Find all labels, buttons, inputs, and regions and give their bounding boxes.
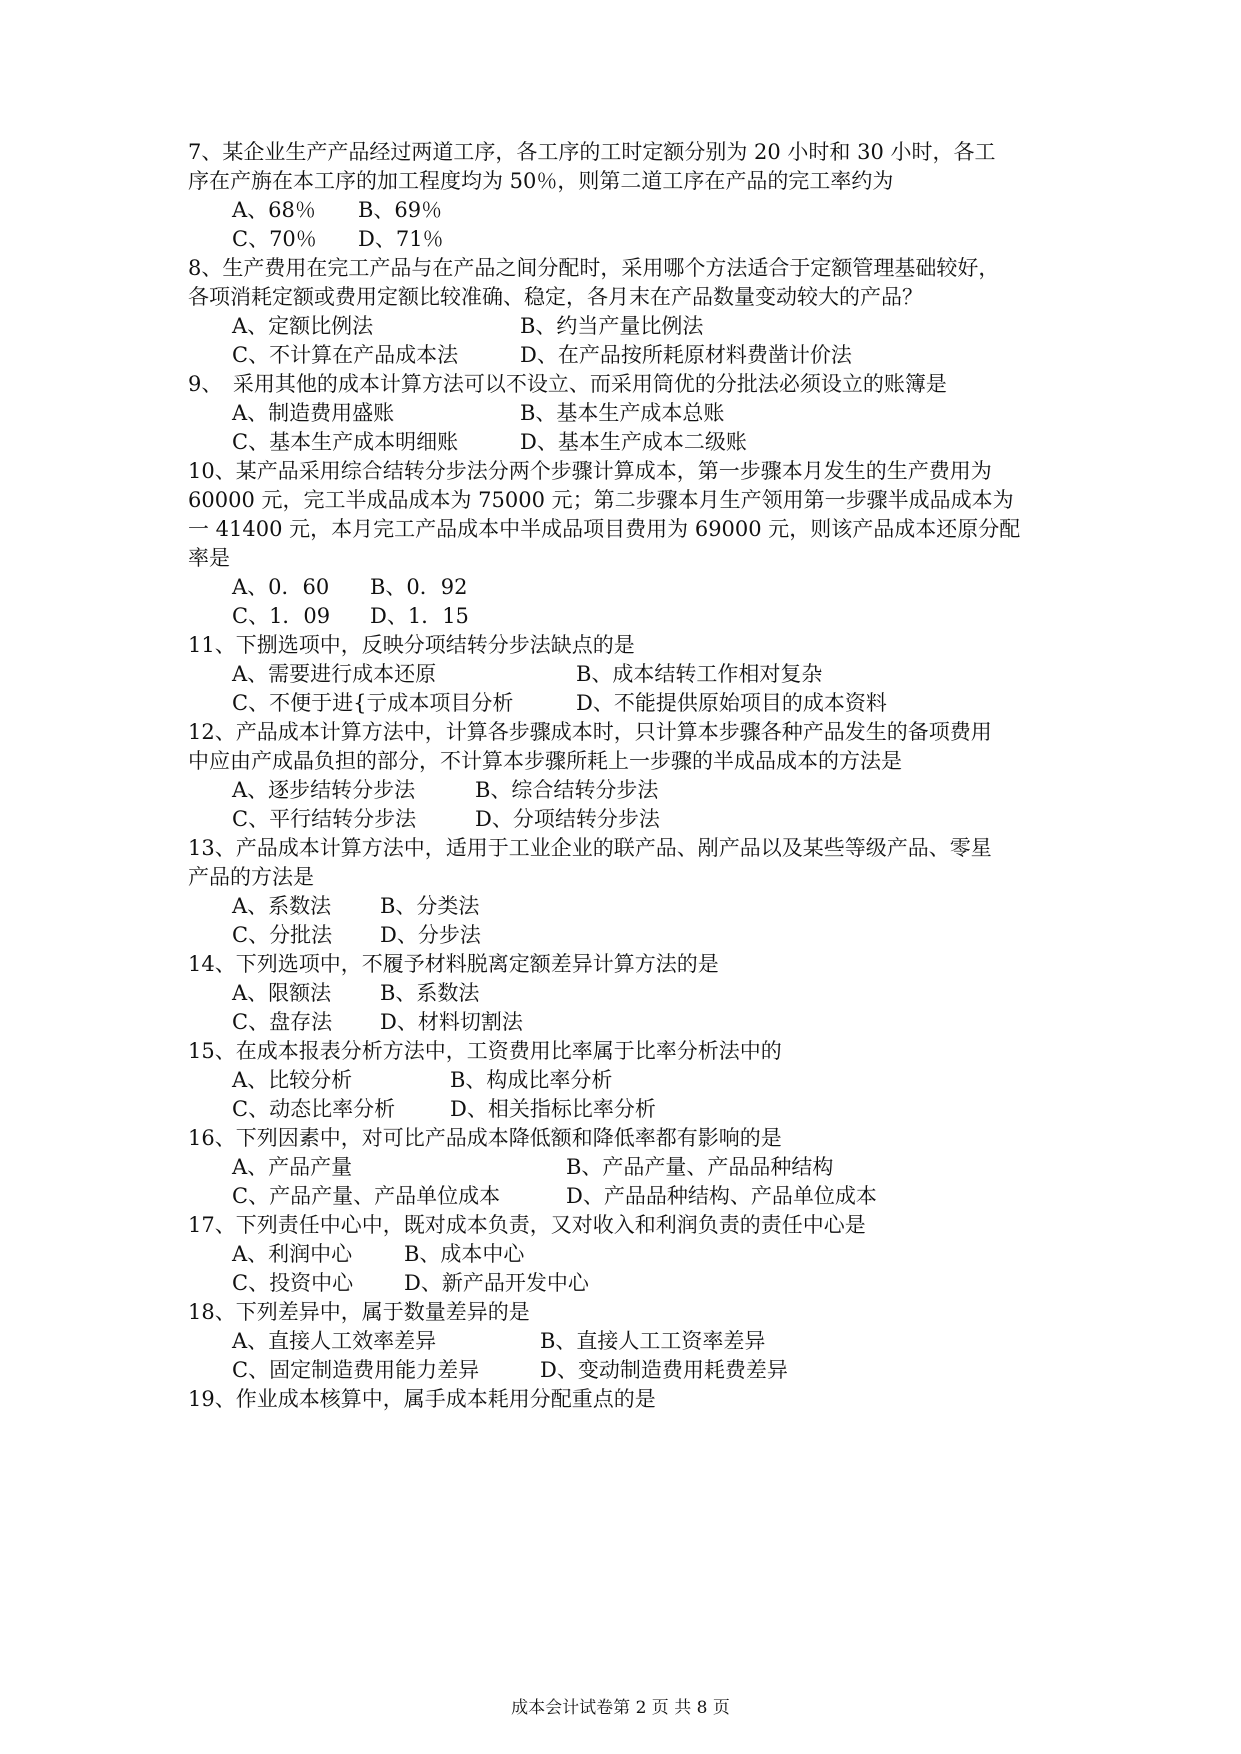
question-15-option-b: B、构成比率分析 [450,1068,613,1092]
question-11-option-d: D、不能提供原始项目的成本资料 [576,691,887,715]
question-16-option-d: D、产品品种结构、产品单位成本 [566,1184,877,1208]
question-19-stem-line-1: 19、作业成本核算中，属手成本耗用分配重点的是 [188,1387,656,1411]
question-8-stem-line-1: 8、生产费用在完工产品与在产品之间分配时，采用哪个方法适合于定额管理基础较好， [188,256,1000,280]
question-14-option-a: A、限额法 [232,981,332,1005]
question-9-option-b: B、基本生产成本总账 [520,401,725,425]
question-13-stem-line-2: 产品的方法是 [188,865,314,889]
question-10-stem-line-2: 60000 元，完工半成品成本为 75000 元；第二步骤本月生产领用第一步骤半成品成本为 [188,488,1014,512]
question-10-option-c: C、1．09 [232,604,331,628]
question-12-stem-line-2: 中应由产成晶负担的部分，不计算本步骤所耗上一步骤的半成品成本的方法是 [188,749,902,773]
question-13-option-d: D、分步法 [380,923,481,947]
question-18-option-d: D、变动制造费用耗费差异 [540,1358,788,1382]
question-12-option-d: D、分项结转分步法 [475,807,660,831]
question-12-option-b: B、综合结转分步法 [475,778,659,802]
question-17-option-d: D、新产品开发中心 [404,1271,589,1295]
question-14-option-b: B、系数法 [380,981,480,1005]
question-8-option-c: C、不计算在产品成本法 [232,343,459,367]
question-10-stem-line-1: 10、某产品采用综合结转分步法分两个步骤计算成本，第一步骤本月发生的生产费用为 [188,459,992,483]
question-10-stem-line-3: 一 41400 元，本月完工产品成本中半成品项目费用为 69000 元，则该产品成本还原分配 [188,517,1021,541]
question-13-stem-line-1: 13、产品成本计算方法中，适用于工业企业的联产品、剐产品以及某些等级产品、零星 [188,836,992,860]
question-13-option-a: A、系数法 [232,894,332,918]
question-14-option-c: C、盘存法 [232,1010,333,1034]
question-17-stem-line-1: 17、下列责任中心中，既对成本负责，又对收入和利润负责的责任中心是 [188,1213,866,1237]
question-11-option-b: B、成本结转工作相对复杂 [576,662,823,686]
question-13-option-b: B、分类法 [380,894,480,918]
question-15-option-c: C、动态比率分析 [232,1097,396,1121]
question-17-option-b: B、成本中心 [404,1242,525,1266]
question-18-stem-line-1: 18、下列差异中，属于数量差异的是 [188,1300,530,1324]
page-footer: 成本会计试卷第 2 页 共 8 页 [511,1698,730,1718]
question-10-stem-line-4: 率是 [188,546,230,570]
question-14-option-d: D、材料切割法 [380,1010,523,1034]
question-15-option-d: D、相关指标比率分析 [450,1097,656,1121]
question-9-stem-line-1: 9、 采用其他的成本计算方法可以不设立、而采用筒优的分批法必须设立的账簿是 [188,372,947,396]
question-16-option-a: A、产品产量 [232,1155,353,1179]
question-7-stem-line-1: 7、某企业生产产品经过两道工序，各工序的工时定额分别为 20 小时和 30 小时，各工 [188,140,996,164]
question-15-stem-line-1: 15、在成本报表分析方法中，工资费用比率属于比率分析法中的 [188,1039,782,1063]
question-16-option-c: C、产品产量、产品单位成本 [232,1184,501,1208]
question-8-option-d: D、在产品按所耗原材料费凿计价法 [520,343,852,367]
question-18-option-c: C、固定制造费用能力差异 [232,1358,480,1382]
question-11-option-c: C、不便于进{亍成本项目分析 [232,691,514,715]
question-16-stem-line-1: 16、下列因素中，对可比产品成本降低额和降低率都有影响的是 [188,1126,782,1150]
question-7-option-d: D、71％ [358,227,444,251]
question-8-stem-line-2: 各项消耗定额或费用定额比较准确、稳定，各月末在产品数量变动较大的产品？ [188,285,923,309]
question-8-option-b: B、约当产量比例法 [520,314,704,338]
question-15-option-a: A、比较分析 [232,1068,353,1092]
question-9-option-a: A、制造费用盛账 [232,401,395,425]
question-17-option-a: A、利润中心 [232,1242,353,1266]
question-10-option-a: A、0．60 [232,575,330,599]
question-14-stem-line-1: 14、下列选项中，不履予材料脱离定额差异计算方法的是 [188,952,719,976]
question-8-option-a: A、定额比例法 [232,314,374,338]
question-7-option-c: C、70％ [232,227,317,251]
question-13-option-c: C、分批法 [232,923,333,947]
question-11-stem-line-1: 11、下捌选项中，反映分项结转分步法缺点的是 [188,633,635,657]
question-7-stem-line-2: 序在产旃在本工序的加工程度均为 50％，则第二道工序在产品的完工率约为 [188,169,894,193]
question-18-option-a: A、直接人工效率差异 [232,1329,437,1353]
question-9-option-c: C、基本生产成本明细账 [232,430,459,454]
question-11-option-a: A、需要进行成本还原 [232,662,437,686]
question-17-option-c: C、投资中心 [232,1271,354,1295]
question-12-option-a: A、逐步结转分步法 [232,778,416,802]
question-18-option-b: B、直接人工工资率差异 [540,1329,766,1353]
question-16-option-b: B、产品产量、产品品种结构 [566,1155,834,1179]
question-7-option-b: B、69％ [358,198,443,222]
question-10-option-d: D、1．15 [370,604,469,628]
question-10-option-b: B、0．92 [370,575,468,599]
question-7-option-a: A、68％ [232,198,316,222]
question-12-option-c: C、平行结转分步法 [232,807,417,831]
question-9-option-d: D、基本生产成本二级账 [520,430,747,454]
question-12-stem-line-1: 12、产品成本计算方法中，计算各步骤成本时，只计算本步骤各种产品发生的备项费用 [188,720,992,744]
